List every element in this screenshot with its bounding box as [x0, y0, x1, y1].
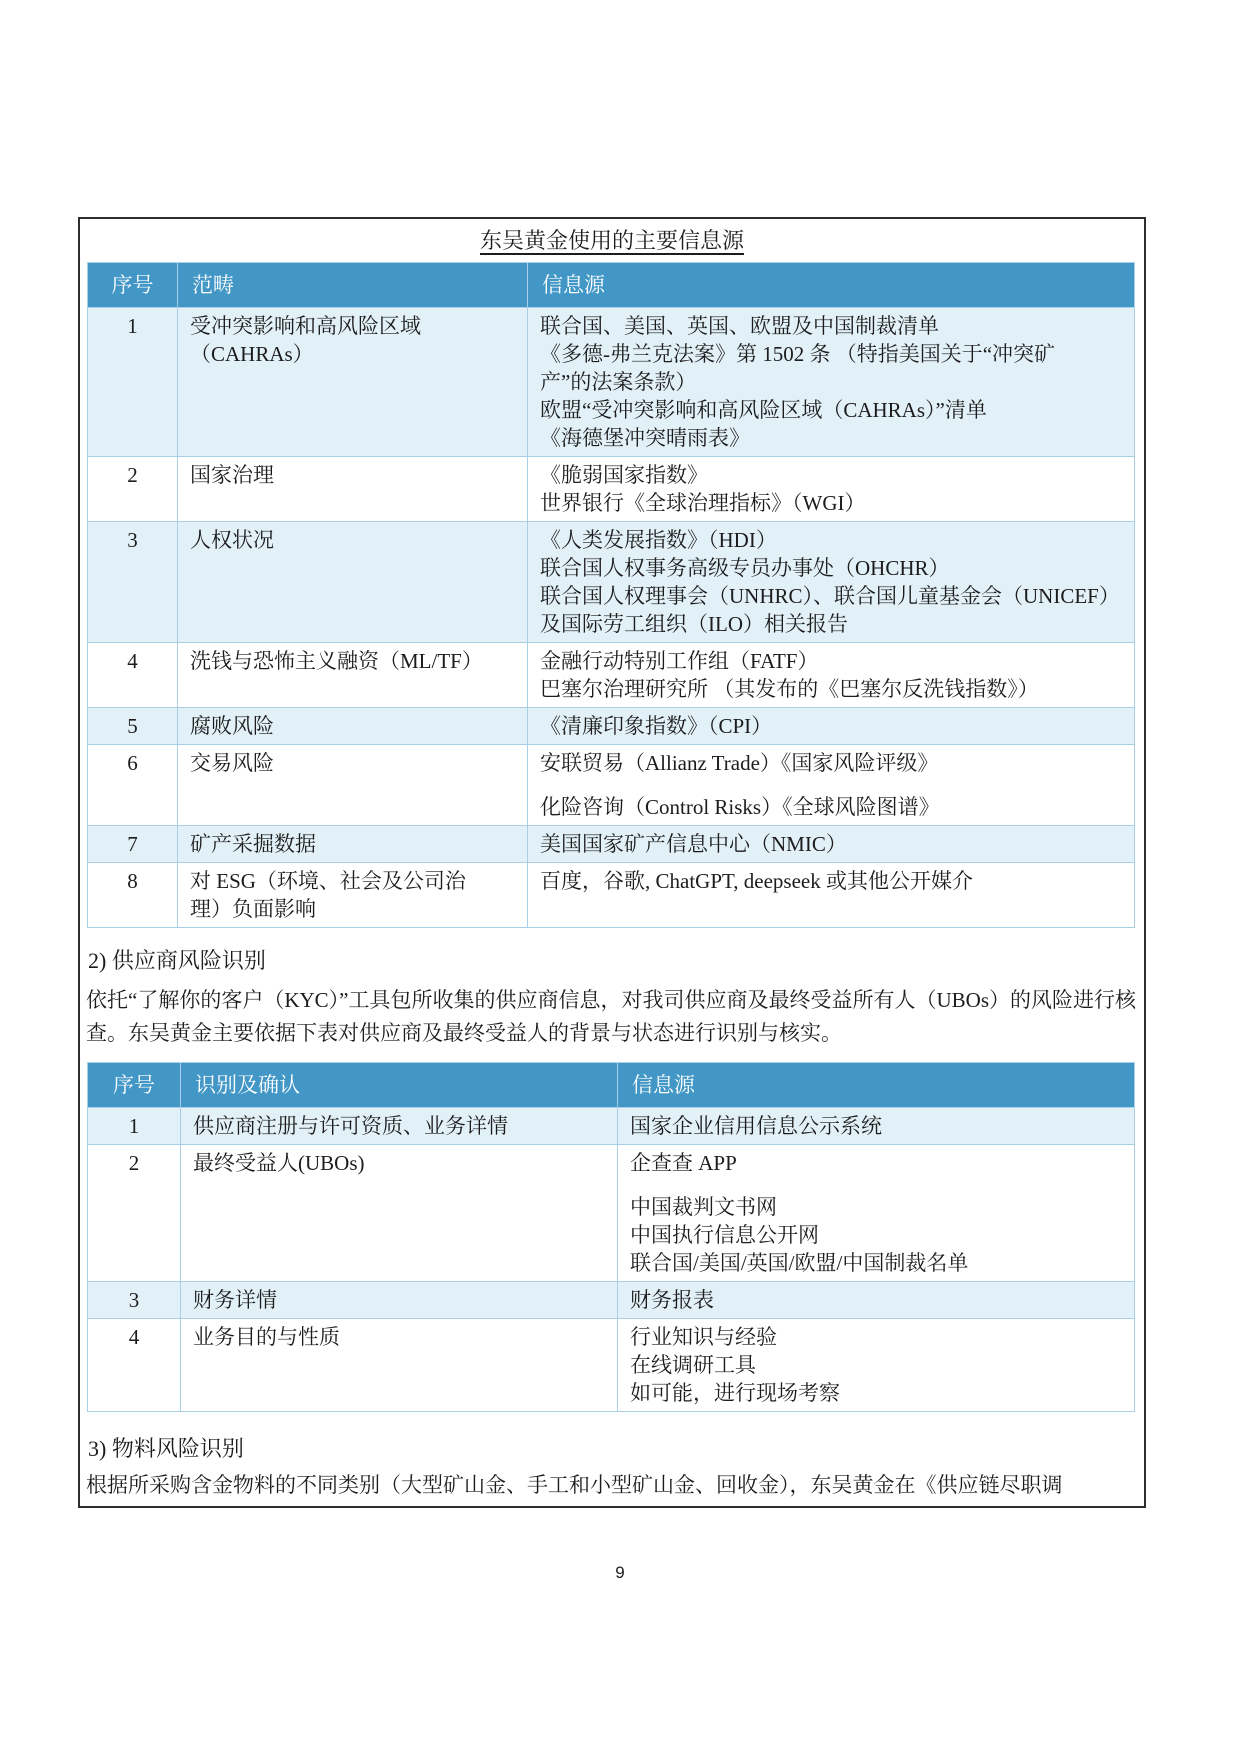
cell-line: 联合国人权理事会（UNHRC）、联合国儿童基金会（UNICEF） — [540, 584, 1120, 608]
column-header: 信息源 — [618, 1063, 1135, 1108]
category-cell — [181, 1282, 618, 1319]
cell-line: 如可能，进行现场考察 — [630, 1381, 840, 1405]
content-box — [78, 217, 1146, 1508]
cell-line: 美国国家矿产信息中心（NMIC） — [540, 832, 847, 856]
row-number-cell — [88, 1282, 181, 1319]
sources-cell — [528, 457, 1135, 522]
cell-line: 1 — [128, 1114, 140, 1138]
cell-line: 联合国人权事务高级专员办事处（OHCHR） — [540, 556, 950, 580]
table-row — [88, 708, 1135, 745]
cell-line: 世界银行《全球治理指标》（WGI） — [540, 491, 866, 515]
cell-line: 财务详情 — [193, 1288, 277, 1312]
category-cell — [181, 1108, 618, 1145]
header-row — [88, 1063, 1135, 1108]
cell-line: 及国际劳工组织（ILO）相关报告 — [540, 612, 848, 636]
row-number-cell — [88, 308, 178, 457]
cell-line: 1 — [127, 314, 138, 338]
table-row — [88, 863, 1135, 928]
sources-cell — [528, 745, 1135, 826]
cell-line: 矿产采掘数据 — [190, 832, 316, 856]
row-number-cell — [88, 522, 178, 643]
sources-cell — [618, 1108, 1135, 1145]
sources-cell — [618, 1319, 1135, 1412]
sources-cell — [528, 308, 1135, 457]
cell-line: 《多德-弗兰克法案》第 1502 条 （特指美国关于“冲突矿 — [540, 342, 1056, 366]
column-header: 序号 — [88, 1063, 181, 1108]
column-header: 范畴 — [178, 263, 528, 308]
sources-cell — [528, 643, 1135, 708]
cell-line: 人权状况 — [190, 528, 274, 552]
sources-cell — [618, 1145, 1135, 1282]
table-row — [88, 1108, 1135, 1145]
cell-line: 化险咨询（Control Risks）《全球风险图谱》 — [540, 795, 940, 819]
cell-line: 交易风险 — [190, 751, 274, 775]
cell-line: 供应商注册与许可资质、业务详情 — [193, 1114, 508, 1138]
cell-line: 8 — [127, 869, 138, 893]
sources-cell — [618, 1282, 1135, 1319]
category-cell — [178, 457, 528, 522]
header-row — [88, 263, 1135, 308]
row-number-cell — [88, 708, 178, 745]
row-number-cell — [88, 1108, 181, 1145]
column-header: 识别及确认 — [181, 1063, 618, 1108]
row-number-cell — [88, 457, 178, 522]
cell-line — [630, 1177, 1122, 1193]
cell-line: 产”的法案条款） — [540, 370, 697, 394]
material-risk-paragraph: 根据所采购含金物料的不同类别（大型矿山金、手工和小型矿山金、回收金），东吴黄金在《供应链尽职调 — [86, 1473, 1063, 1497]
category-cell — [178, 708, 528, 745]
table-row — [88, 643, 1135, 708]
sources-cell — [528, 826, 1135, 863]
cell-line: 联合国/美国/英国/欧盟/中国制裁名单 — [630, 1251, 969, 1275]
cell-line: 最终受益人(UBOs) — [193, 1151, 365, 1175]
row-number-cell — [88, 1319, 181, 1412]
cell-line: 百度，谷歌, ChatGPT, deepseek 或其他公开媒介 — [540, 869, 973, 893]
cell-line: 金融行动特别工作组（FATF） — [540, 649, 819, 673]
cell-line: 理）负面影响 — [190, 897, 316, 921]
cell-line: 4 — [127, 649, 138, 673]
table-row — [88, 457, 1135, 522]
cell-line: 《海德堡冲突晴雨表》 — [540, 426, 750, 450]
sources-cell — [528, 863, 1135, 928]
row-number-cell — [88, 1145, 181, 1282]
section-heading-supplier-risk: 2) 供应商风险识别 — [88, 948, 266, 973]
cell-line: 巴塞尔治理研究所 （其发布的《巴塞尔反洗钱指数》） — [540, 677, 1039, 701]
column-header: 序号 — [88, 263, 178, 308]
cell-line: 业务目的与性质 — [193, 1325, 340, 1349]
category-cell — [181, 1145, 618, 1282]
page-number: 9 — [615, 1563, 625, 1582]
cell-line: 安联贸易（Allianz Trade）《国家风险评级》 — [540, 751, 939, 775]
table-row — [88, 745, 1135, 826]
category-cell — [178, 863, 528, 928]
table-body — [88, 1108, 1135, 1412]
category-cell — [178, 643, 528, 708]
cell-line: 中国裁判文书网 — [630, 1195, 777, 1219]
section-heading-material-risk: 3) 物料风险识别 — [88, 1436, 244, 1461]
page-title: 东吴黄金使用的主要信息源 — [479, 228, 744, 253]
cell-line: 7 — [127, 832, 138, 856]
cell-line: 企查查 APP — [630, 1151, 737, 1175]
cell-line: 财务报表 — [630, 1288, 714, 1312]
table-row — [88, 1145, 1135, 1282]
cell-line: 2 — [127, 463, 138, 487]
category-cell — [178, 308, 528, 457]
cell-line: 3 — [127, 528, 138, 552]
table-row — [88, 308, 1135, 457]
cell-line: 3 — [128, 1288, 140, 1312]
sources-cell — [528, 522, 1135, 643]
row-number-cell — [88, 745, 178, 826]
cell-line: 《脆弱国家指数》 — [540, 463, 708, 487]
cell-line: 洗钱与恐怖主义融资（ML/TF） — [190, 649, 483, 673]
cell-line: 4 — [128, 1325, 140, 1349]
cell-line: 5 — [127, 714, 138, 738]
table-row — [88, 1319, 1135, 1412]
row-number-cell — [88, 643, 178, 708]
category-cell — [181, 1319, 618, 1412]
cell-line: 6 — [127, 751, 138, 775]
row-number-cell — [88, 826, 178, 863]
cell-line: 国家治理 — [190, 463, 274, 487]
table-header — [88, 263, 1135, 308]
table-header — [88, 1063, 1135, 1108]
table-row — [88, 1282, 1135, 1319]
cell-line: 中国执行信息公开网 — [630, 1223, 819, 1247]
cell-line: 《人类发展指数》（HDI） — [540, 528, 777, 552]
cell-line: 2 — [128, 1151, 140, 1175]
cell-line: 联合国、美国、英国、欧盟及中国制裁清单 — [540, 314, 939, 338]
table-row — [88, 826, 1135, 863]
cell-line: 国家企业信用信息公示系统 — [630, 1114, 882, 1138]
cell-line: 对 ESG（环境、社会及公司治 — [190, 869, 466, 893]
cell-line: （CAHRAs） — [190, 342, 314, 366]
category-cell — [178, 826, 528, 863]
row-number-cell — [88, 863, 178, 928]
category-cell — [178, 745, 528, 826]
category-cell — [178, 522, 528, 643]
table-row — [88, 522, 1135, 643]
column-header: 信息源 — [528, 263, 1135, 308]
information-sources-table — [87, 262, 1135, 928]
supplier-verification-table — [87, 1062, 1135, 1412]
cell-line — [540, 777, 1122, 793]
cell-line: 腐败风险 — [190, 714, 274, 738]
supplier-risk-paragraph: 依托“了解你的客户（KYC）”工具包所收集的供应商信息，对我司供应商及最终受益所有人（UBOs）的风险进行核查。东吴黄金主要依据下表对供应商及最终受益人的背景与状态进行识别与核实。 — [86, 988, 1136, 1045]
cell-line: 在线调研工具 — [630, 1353, 756, 1377]
cell-line: 受冲突影响和高风险区域 — [190, 314, 421, 338]
table-body — [88, 308, 1135, 928]
cell-line: 《清廉印象指数》（CPI） — [540, 714, 773, 738]
sources-cell — [528, 708, 1135, 745]
cell-line: 行业知识与经验 — [630, 1325, 777, 1349]
cell-line: 欧盟“受冲突影响和高风险区域（CAHRAs）”清单 — [540, 398, 987, 422]
